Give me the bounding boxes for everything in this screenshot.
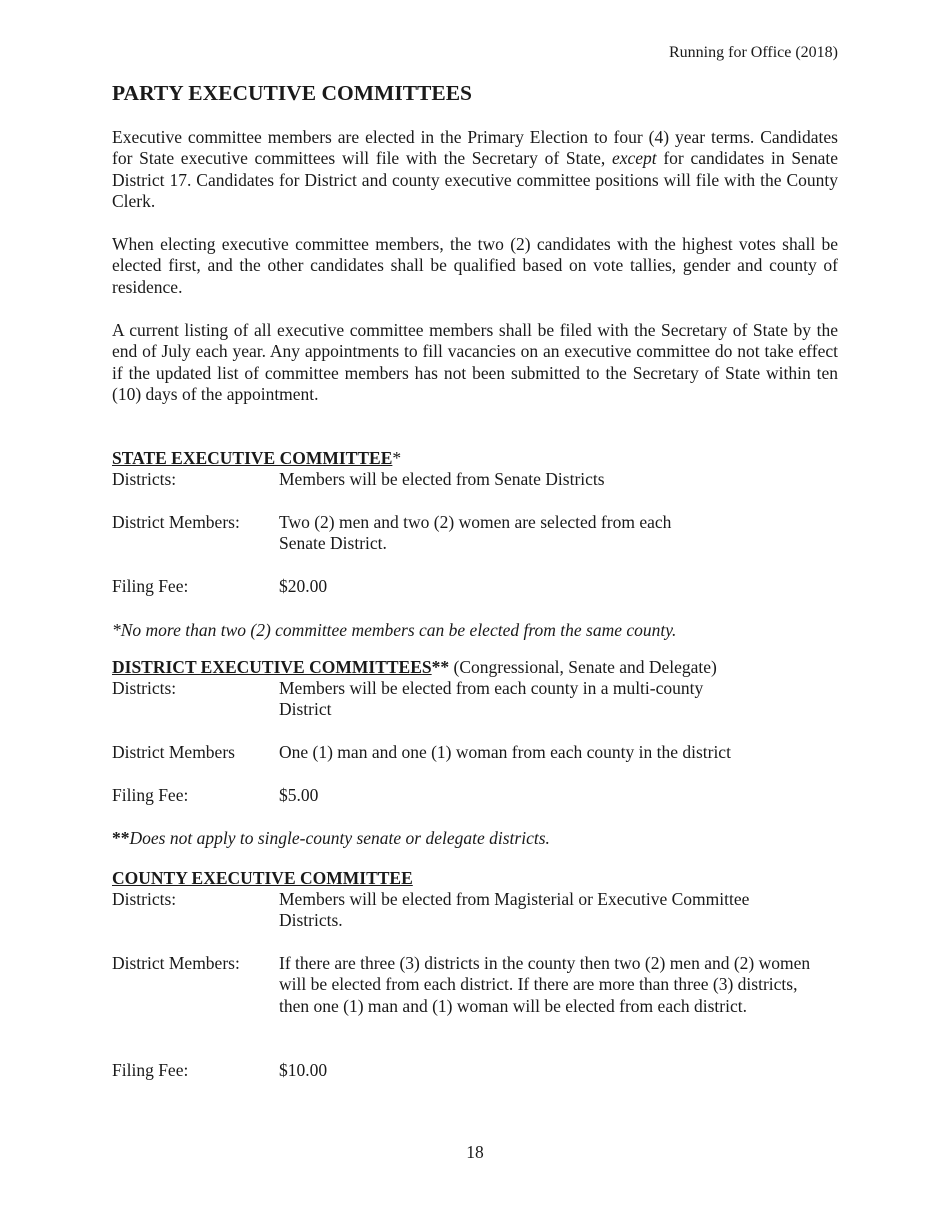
state-filing-fee-value: $20.00 [279,576,328,596]
intro-paragraph-3: A current listing of all executive committee members shall be filed with the Secretary of State by the end of July each year. Any appointments to fill vacancies on an executive committee do not take effect if the updated list of committee members has not been submitted to the Secretary of State within ten (10) days of the appointment. [112,320,838,405]
district-filing-fee-label: Filing Fee: [112,785,189,805]
county-members-value: If there are three (3) districts in the county then two (2) men and (2) women will be elected from each district. If there are more than three (3) districts, then one (1) man and (1) woman will be elected from each district. [279,953,811,1016]
state-districts-value: Members will be elected from Senate Districts [279,469,605,489]
district-districts-value: Members will be elected from each county in a multi-county District [279,678,704,720]
intro-paragraph-1-emphasis: except [611,148,657,169]
district-members-label: District Members [112,742,235,762]
state-districts-label: Districts: [112,469,177,489]
state-committee-marker: * [392,448,402,468]
county-filing-fee-label: Filing Fee: [112,1060,189,1080]
state-members-label: District Members: [112,512,240,532]
county-members-label: District Members: [112,953,240,973]
district-committee-note [112,828,838,849]
intro-paragraph-2: When electing executive committee members, the two (2) candidates with the highest votes shall be elected first, and the other candidates shall be qualified based on vote tallies, gender and county of residence. [112,234,838,297]
county-districts-label: Districts: [112,889,177,909]
county-filing-fee-value: $10.00 [279,1060,328,1080]
district-committee-subtitle: (Congressional, Senate and Delegate) [449,657,717,677]
intro-paragraph-1-text-end: for candidates in Senate District 17. Candidates for District and county executive committee positions will file with the County Clerk. [112,148,838,212]
district-members-value: One (1) man and one (1) woman from each county in the district [279,742,731,762]
state-members-value: Two (2) men and two (2) women are selected from each Senate District. [279,512,672,554]
county-districts-value: Members will be elected from Magisterial or Executive Committee Districts. [279,889,750,931]
running-header: Running for Office (2018) [669,44,838,61]
county-committee-heading [112,868,413,889]
state-committee-note: *No more than two (2) committee members can be elected from the same county. [112,620,677,640]
page-title: PARTY EXECUTIVE COMMITTEES [112,81,473,105]
district-note-marker: ** [112,828,130,848]
county-committee-heading-text: COUNTY EXECUTIVE COMMITTEE [112,868,413,888]
district-committee-heading-text: DISTRICT EXECUTIVE COMMITTEES [112,657,432,677]
district-filing-fee-value: $5.00 [279,785,319,805]
page-number: 18 [466,1142,484,1162]
district-districts-label: Districts: [112,678,177,698]
district-note-text: Does not apply to single-county senate or delegate districts. [129,828,550,848]
state-filing-fee-label: Filing Fee: [112,576,189,596]
intro-paragraph-1 [112,127,838,213]
state-committee-heading [112,448,401,469]
state-committee-heading-text: STATE EXECUTIVE COMMITTEE [112,448,393,468]
district-committee-heading [112,657,717,678]
district-committee-marker: ** [431,657,450,677]
intro-paragraph-1-text: Executive committee members are elected in the Primary Election to four (4) year terms. Candidates for State executive committees will file with the Secretary of State, [112,127,838,169]
